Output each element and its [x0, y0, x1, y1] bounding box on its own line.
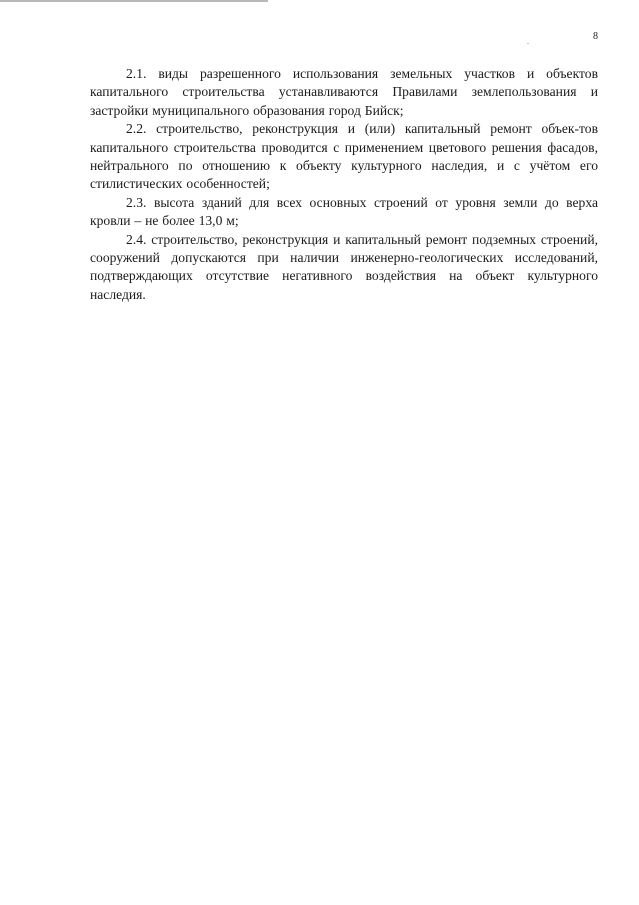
paragraph-2-3: 2.3. высота зданий для всех основных строений от уровня земли до верха кровли – не более 13,0 м; [90, 194, 598, 229]
scan-speck [527, 43, 529, 44]
document-body [90, 65, 598, 304]
scan-top-rule [0, 0, 268, 2]
paragraph-2-2: 2.2. строительство, реконструкция и (или) капитальный ремонт объек-тов капитального строительства проводится с применением цветового решения фасадов, нейтрального по отношению к объекту культурного наследия, и с учётом его стилистических особенностей; [90, 121, 598, 192]
paragraph-2-4: 2.4. строительство, реконструкция и капитальный ремонт подземных строений, сооружений допускаются при наличии инженерно-геологических исследований, подтверждающих отсутствие негативного воздействия на объект культурного наследия. [90, 231, 598, 302]
paragraph-2-1: 2.1. виды разрешенного использования земельных участков и объектов капитального строительства устанавливаются Правилами землепользования и застройки муниципального образования город Бийск; [90, 66, 598, 118]
page-number: 8 [593, 31, 598, 42]
